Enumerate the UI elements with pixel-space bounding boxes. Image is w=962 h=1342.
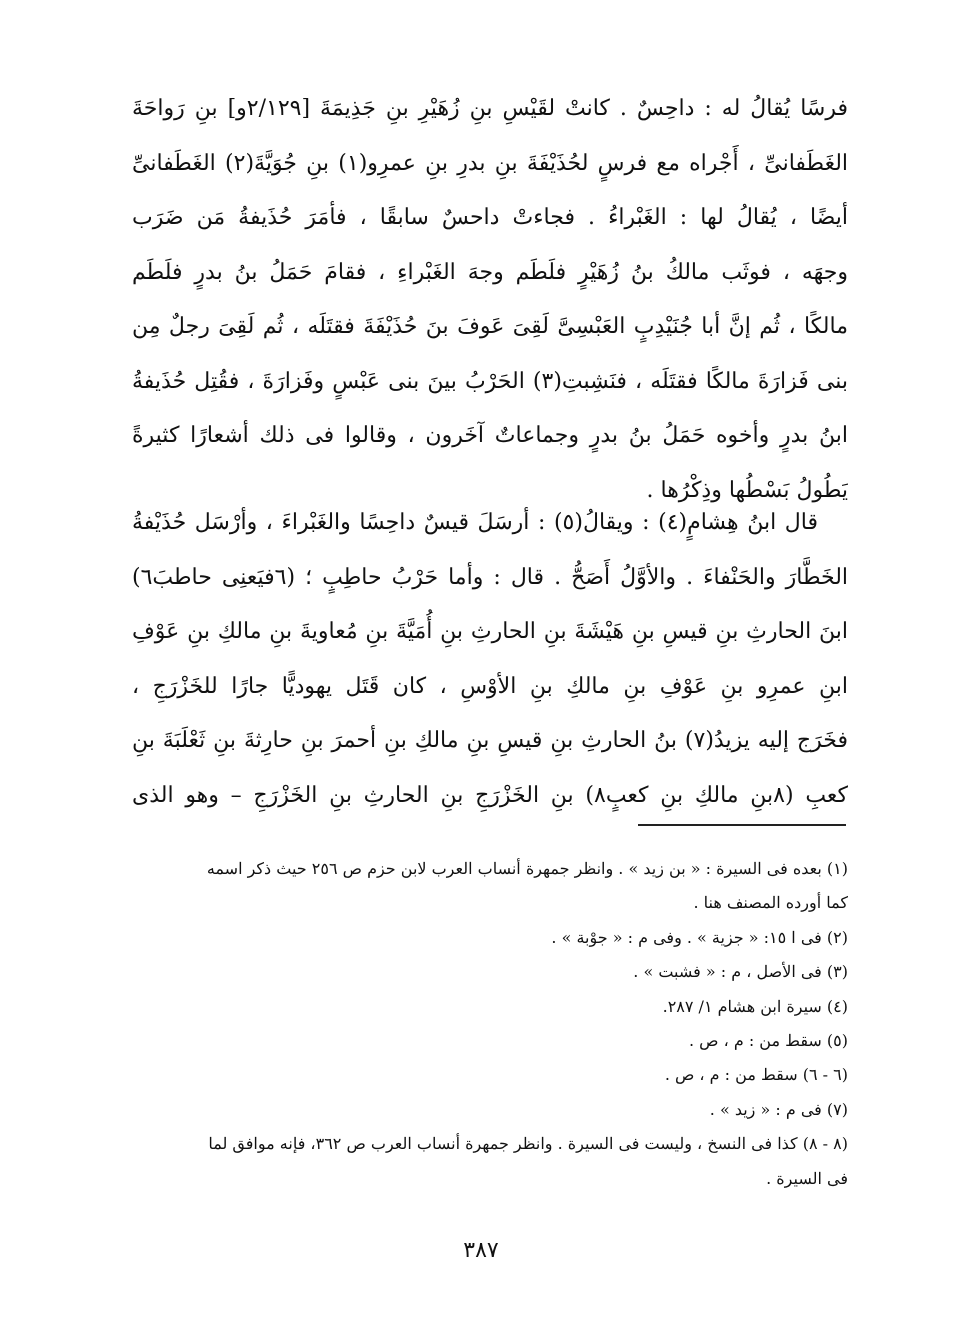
text-line: يَطُولُ بَسْطُها وذِكْرُها .	[646, 477, 848, 503]
text-line: كعبِ (٨بنِ مالكِ بنِ كعبٍ٨) بنِ الخَزْرَجِ بنِ الحارثِ بنِ الخَزْرَجِ – وهو الذى	[132, 782, 848, 808]
footnote-8-continuation: فى السيرة .	[766, 1168, 848, 1188]
footnote-1-continuation: كما أورده المصنف هنا .	[693, 893, 848, 913]
text-line: مالكًا ، ثُم إنَّ أبا جُنَيْدِبٍ العَبْسِىَّ لَقِىَ عَوفَ بنَ حُذَيْفَةَ فقتَلَه ، ثُم لَقِىَ رجلٌ مِن	[132, 314, 848, 339]
text-line: بنى فَزارَةَ مالكًا فقتَلَه ، فنَشِبتِ(٣) الحَرْبُ بينَ بنى عَبْسٍ وفَزارَةَ ، فقُتِل حُذَيفةُ	[132, 368, 848, 394]
text-line: وجهَه ، فوثَب مالكُ بنُ زُهَيْرٍ فلَطَم وجهَ الغَبْراءِ ، فقامَ حَمَلُ بنُ بدرٍ فلَطَم	[132, 259, 848, 285]
text-line: الخَطَّارَ والحَنْفاءَ . والأوَّلُ أَصَحُّ . قال : وأما حَرْبُ حاطِبٍ ؛ (٦فيَعنِى حاطبَ٦)	[132, 564, 848, 590]
footnote-4: (٤) سيرة ابن هشام ١/ ٢٨٧.	[662, 996, 848, 1016]
page-number: ٣٨٧	[463, 1238, 499, 1263]
main-paragraph-1	[132, 82, 848, 518]
footnote-1: (١) بعده فى السيرة : « بن زيد » . وانظر جمهرة أنساب العرب لابن حزم ص ٢٥٦ حيث ذكر اسمه	[206, 859, 848, 878]
footnote-6: (٦ - ٦) سقط من : م ، ص .	[664, 1065, 848, 1085]
footnote-3: (٣) فى الأصل ، م : « فشبت » .	[633, 962, 848, 982]
footnote-2: (٢) فى ا ١٥: « جزية » . وفى م : « جوْبة » .	[551, 927, 848, 947]
text-line: فخَرَج إليه يزيدُ(٧) بنُ الحارثِ بنِ قيسِ بنِ مالكِ بنِ أحمرَ بنِ حارِثةَ بنِ ثَعْلَبَةَ بنِ	[132, 728, 848, 753]
text-line: الغَطَفانىِّ ، أَجْراه مع فرسٍ لحُذَيْفَةَ بنِ بدرِ بنِ عمرِو(١) بنِ جُوَيَّةَ(٢) الغَطَفانىِّ	[132, 150, 848, 176]
text-line: قال ابنُ هِشامٍ(٤) : ويقالُ(٥) : أرسَلَ قيسٌ داحِسًا والغَبْراءَ ، وأرْسَل حُذَيْفةُ	[132, 510, 818, 535]
footnote-separator	[638, 824, 846, 826]
text-line: ابنَ الحارثِ بنِ قيسِ بنِ هَيْشَةَ بنِ الحارثِ بنِ أُمَيَّةَ بنِ مُعاويةَ بنِ مالكِ بنِ عَوْفِ	[132, 619, 848, 644]
footnote-8: (٨ - ٨) كذا فى النسخ ، وليست فى السيرة . وانظر جمهرة أنساب العرب ص ٣٦٢، فإنه موافق لما	[208, 1134, 848, 1154]
footnote-5: (٥) سقط من : م ، ص .	[688, 1031, 848, 1051]
text-line: ابنُ بدرٍ وأخوه حَمَلُ بنُ بدرٍ وجماعاتٌ آخَرون ، وقالوا فى ذلك أشعارًا كثيرةً	[132, 423, 848, 448]
text-line: ابنِ عمرِو بنِ عَوْفِ بنِ مالكِ بنِ الأوْسِ ، كان قَتَل يهوديًّا جارًا للخَزْرَجِ ،	[132, 673, 848, 699]
footnote-7: (٧) فى م : « زيد » .	[709, 1099, 848, 1119]
text-line: أيضًا ، يُقالُ لها : الغَبْراءُ . فجاءتْ داحسٌ سابقًا ، فأمَرَ حُذَيفةُ مَن ضَرَب	[132, 205, 848, 230]
main-paragraph-2	[132, 496, 848, 823]
footnotes	[132, 852, 848, 1196]
text-line: فرسًا يُقالُ له : داحِسٌ . كانتْ لقَيْسِ بنِ زُهَيْرِ بنِ جَذِيمَةَ [٢/١٢٩و] بنِ رَواحَةَ	[132, 96, 848, 121]
